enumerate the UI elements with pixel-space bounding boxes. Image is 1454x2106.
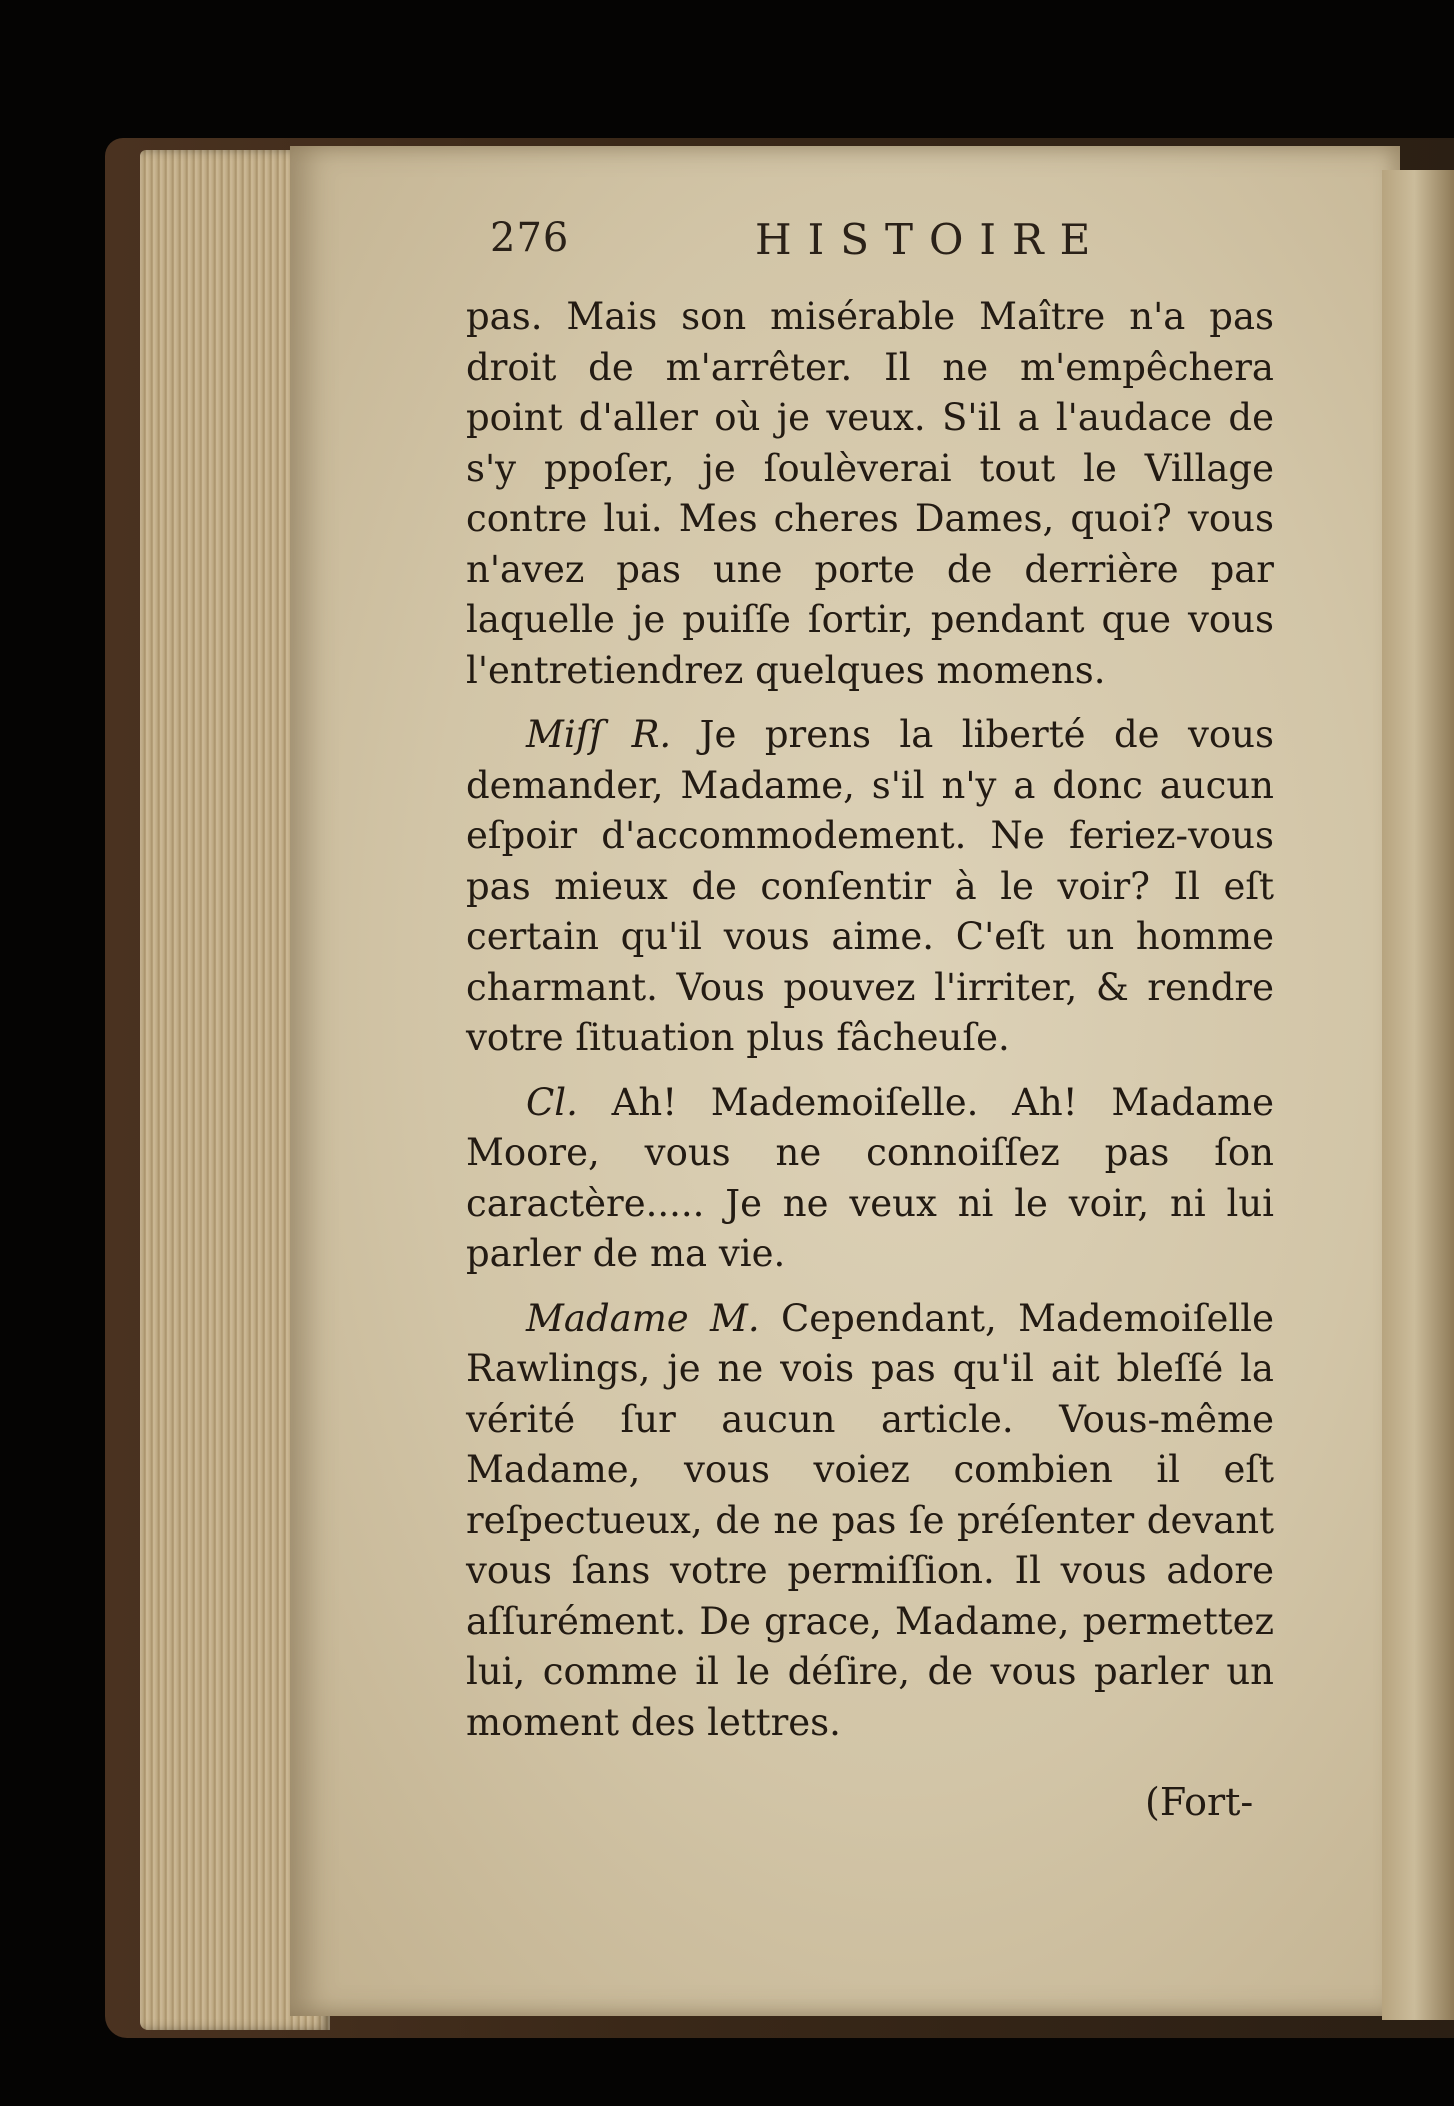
paragraph-text: Je prens la liberté de vous demander, Madame, s'il n'y a donc aucun eſpoir d'accommodement. Ne feriez-vous pas mieux de conſentir à le voir? Il eſt certain qu'il vous aime. C'eſt un homme charmant. Vous pouvez l'irriter, & rendre votre ſituation plus fâcheuſe. <box>466 713 1274 1059</box>
speaker-name: Cl. <box>526 1080 578 1124</box>
body-text <box>466 292 1274 1762</box>
page-number: 276 <box>490 215 570 261</box>
speaker-name: Miſſ R. <box>526 713 672 756</box>
paragraph-2 <box>466 710 1274 1064</box>
catchword: (Fort- <box>1145 1780 1254 1824</box>
paragraph-text: pas. Mais son misérable Maître n'a pas droit de m'arrêter. Il ne m'empêchera point d'aller où je veux. S'il a l'audace de s'y ppoſer, je ſoulèverai tout le Village contre lui. Mes cheres Dames, quoi? vous n'avez pas une porte de derrière par laquelle je puiſſe ſortir, pendant que vous l'entretiendrez quelques momens. <box>466 295 1274 692</box>
paragraph-text: Ah! Mademoiſelle. Ah! Madame Moore, vous ne connoiſſez pas ſon caractère..... Je ne veux ni le voir, ni lui parler de ma vie. <box>466 1080 1274 1275</box>
paragraph-3 <box>466 1078 1274 1280</box>
paragraph-4 <box>466 1294 1274 1749</box>
running-title: HISTOIRE <box>755 215 1107 264</box>
speaker-name: Madame M. <box>526 1296 760 1340</box>
paragraph-text: Cependant, Mademoiſelle Rawlings, je ne vois pas qu'il ait bleſſé la vérité ſur aucun article. Vous-même Madame, vous voiez combien il eſt reſpectueux, de ne pas ſe préſenter devant vous ſans votre permiſſion. Il vous adore aſſurément. De grace, Madame, permettez lui, comme il le déſire, de vous parler un moment des lettres. <box>466 1296 1274 1744</box>
paragraph-1 <box>466 292 1274 696</box>
page-gutter <box>1382 170 1454 2020</box>
page-header <box>490 215 1270 275</box>
